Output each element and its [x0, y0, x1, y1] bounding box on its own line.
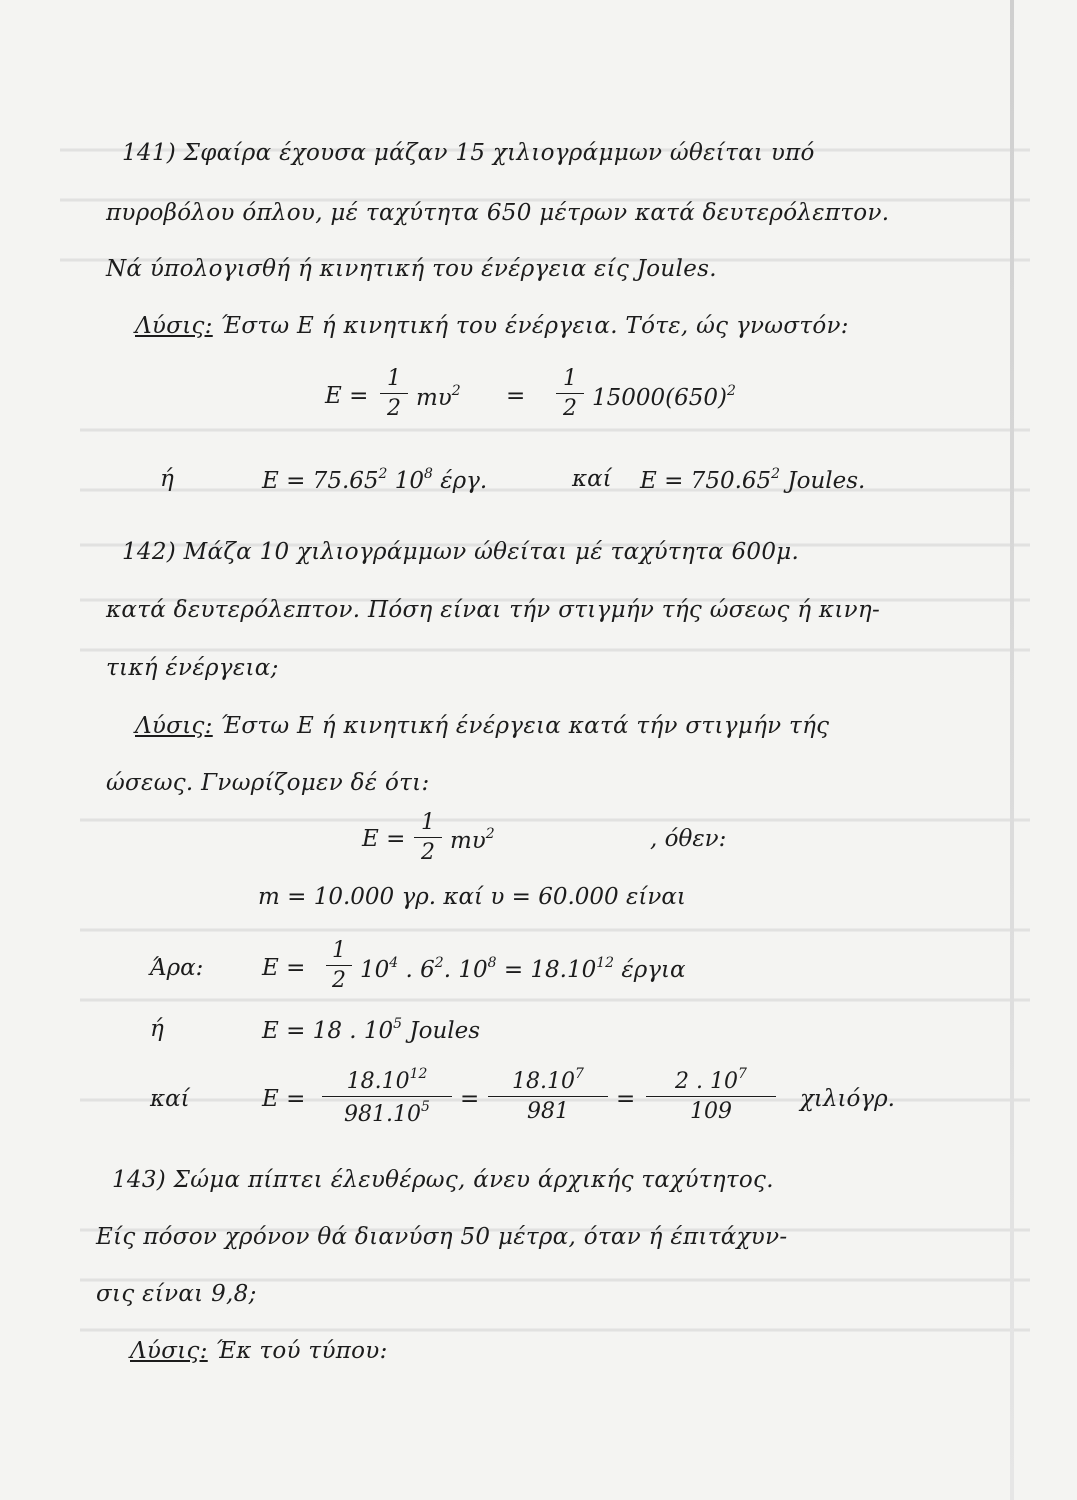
- eq142-1-rhs: $m\upsilon^2$: [450, 826, 495, 854]
- eq142-1-tail: , όθεν:: [650, 826, 727, 852]
- problem-141-solution-line: [135, 313, 849, 339]
- eq142-3-frac: [326, 938, 352, 993]
- problem-142-line-1: 142) Μάζα 10 χιλιογράμμων ώθείται μέ ταχύτητα 600μ.: [122, 539, 800, 565]
- frac-numerator: 1: [387, 366, 401, 391]
- eq142-3-label: Άρα:: [150, 955, 204, 981]
- frac-numerator: 2 . $10^7$: [675, 1066, 747, 1094]
- eq141-1-equals: =: [506, 383, 526, 409]
- eq141-2-or: ή: [160, 466, 174, 492]
- eq142-5-and: καί: [150, 1086, 190, 1112]
- page-edge-shadow: [1010, 0, 1014, 1500]
- frac-denominator: 981: [527, 1099, 569, 1124]
- problem-141-line-2: πυροβόλου όπλου, μέ ταχύτητα 650 μέτρων κατά δευτερόλεπτον.: [106, 200, 890, 226]
- eq142-5-equals-2: =: [616, 1086, 636, 1112]
- problem-142-line-3: τική ένέργεια;: [106, 655, 279, 681]
- eq142-5-frac-2: [488, 1066, 608, 1124]
- solution-text: Έστω Ε ή κινητική ένέργεια κατά τήν στιγμήν τής: [212, 713, 830, 739]
- frac-denominator: 981.10$^5$: [344, 1099, 430, 1127]
- frac-numerator: 1: [563, 366, 577, 391]
- eq141-1-frac: [380, 366, 408, 421]
- problem-143-solution-line: [130, 1338, 388, 1364]
- solution-label: Λύσις:: [135, 713, 213, 739]
- problem-142-solution-line: [135, 713, 829, 739]
- problem-142-line-5: ώσεως. Γνωρίζομεν δέ ότι:: [106, 770, 430, 796]
- eq142-3-product: $10^4$ . $6^2$. $10^8 = 18.10^{12}$ έργια: [360, 955, 686, 983]
- eq141-2-and: καί: [572, 466, 612, 492]
- eq142-4-value: E = 18 . $10^5$ Joules: [262, 1016, 481, 1044]
- problem-141-line-3: Νά ύπολογισθή ή κινητική του ένέργεια είς Joules.: [106, 256, 717, 282]
- eq142-5-equals-1: =: [460, 1086, 480, 1112]
- eq142-5-lhs: E =: [262, 1086, 306, 1112]
- problem-143-line-2: Είς πόσον χρόνον θά διανύση 50 μέτρα, όταν ή έπιτάχυν-: [96, 1224, 788, 1250]
- solution-text: Έκ τού τύπου:: [207, 1338, 388, 1364]
- frac-numerator: 1: [421, 810, 435, 835]
- eq141-1-mid: $m\upsilon^2$: [416, 383, 461, 411]
- eq142-3-lhs: E =: [262, 955, 306, 981]
- eq141-2-value-joules: $E = 750.65^2$ Joules.: [640, 466, 866, 494]
- eq142-5-frac-3: [646, 1066, 776, 1124]
- frac-denominator: 2: [332, 968, 346, 993]
- solution-label: Λύσις:: [135, 313, 213, 339]
- problem-141-line-1: 141) Σφαίρα έχουσα μάζαν 15 χιλιογράμμων ώθείται υπό: [122, 140, 815, 166]
- frac-denominator: 2: [421, 840, 435, 865]
- eq141-1-frac-2: [556, 366, 584, 421]
- eq141-1-lhs: E =: [325, 383, 369, 409]
- solution-text: Έστω Ε ή κινητική του ένέργεια. Τότε, ώς γνωστόν:: [212, 313, 849, 339]
- eq142-4-or: ή: [150, 1016, 164, 1042]
- eq142-1-frac: [414, 810, 442, 865]
- frac-denominator: 2: [387, 396, 401, 421]
- eq142-2-given-values: m = 10.000 γρ. καί υ = 60.000 είναι: [258, 884, 686, 910]
- frac-numerator: 1: [332, 938, 346, 963]
- problem-143-line-1: 143) Σώμα πίπτει έλευθέρως, άνευ άρχικής ταχύτητος.: [112, 1167, 774, 1193]
- eq141-2-value-erg: $E = 75.65^2$ $10^8$ έργ.: [262, 466, 488, 494]
- frac-numerator: 18.10$^7$: [512, 1066, 584, 1094]
- eq142-5-frac-1: [322, 1066, 452, 1127]
- frac-denominator: 109: [690, 1099, 732, 1124]
- solution-label: Λύσις:: [130, 1338, 208, 1364]
- frac-numerator: 18.10$^{12}$: [346, 1066, 428, 1094]
- problem-143-line-3: σις είναι 9,8;: [96, 1281, 257, 1307]
- eq142-1-lhs: E =: [362, 826, 406, 852]
- eq142-5-unit: χιλιόγρ.: [800, 1086, 895, 1112]
- eq141-1-rhs: $15000(650)^2$: [592, 383, 736, 411]
- frac-denominator: 2: [563, 396, 577, 421]
- problem-142-line-2: κατά δευτερόλεπτον. Πόση είναι τήν στιγμήν τής ώσεως ή κινη-: [106, 597, 881, 623]
